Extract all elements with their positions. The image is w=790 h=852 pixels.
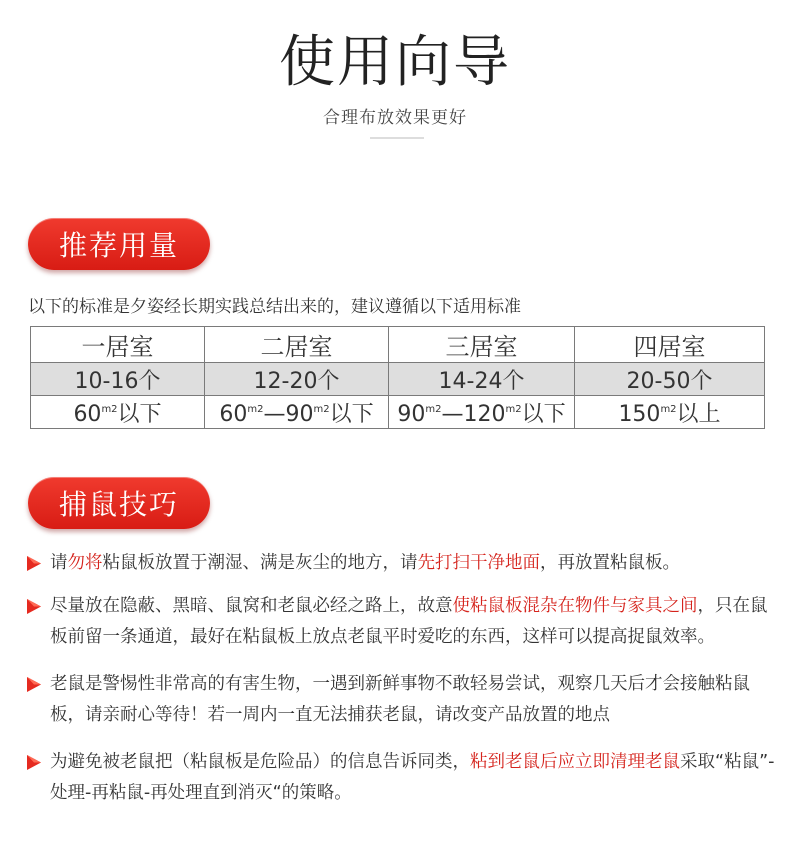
- usage-table: [30, 326, 765, 429]
- tip-text: 粘鼠板放置于潮湿、满是灰尘的地方，请: [102, 553, 418, 573]
- tip-item: [26, 548, 776, 579]
- tip-text: 请: [50, 553, 68, 573]
- tip-item: [26, 669, 776, 731]
- table-cell-area: $90^{m2}—120^{m2}$以下: [389, 396, 575, 429]
- tip-highlight-text: 粘到老鼠后应立即清理老鼠: [470, 752, 680, 772]
- table-row-counts: [31, 363, 765, 396]
- red-play-arrow-icon: [26, 755, 42, 770]
- page-subtitle: 合理布放效果更好: [323, 108, 467, 128]
- table-row-rooms: [31, 327, 765, 363]
- tip-text: 尽量放在隐蔽、黑暗、鼠窝和老鼠必经之路上，故意: [50, 596, 453, 616]
- tip-highlight-text: 使粘鼠板混杂在物件与家具之间: [452, 596, 698, 616]
- table-cell-count: 12-20个: [205, 363, 389, 396]
- tip-highlight-text: 勿将: [67, 553, 103, 573]
- tips-list: [26, 548, 776, 809]
- table-cell-area: $60^{m2}$以下: [31, 396, 205, 429]
- red-play-arrow-icon: [26, 677, 42, 692]
- tip-item: [26, 591, 776, 653]
- red-play-arrow-icon: [26, 599, 42, 614]
- table-cell-room: 四居室: [575, 327, 765, 363]
- tip-highlight-text: 先打扫干净地面: [417, 553, 540, 573]
- table-cell-area: $60^{m2}—90^{m2}$以下: [205, 396, 389, 429]
- table-cell-area: $150^{m2}$以上: [575, 396, 765, 429]
- tip-text: 老鼠是警惕性非常高的有害生物，一遇到新鲜事物不敢轻易尝试，观察几天后才会接触粘鼠板，请亲耐心等待！若一周内一直无法捕获老鼠，请改变产品放置的地点: [50, 674, 750, 725]
- table-cell-room: 二居室: [205, 327, 389, 363]
- red-play-arrow-icon: [26, 556, 42, 571]
- tip-text: 为避免被老鼠把（粘鼠板是危险品）的信息告诉同类，: [50, 752, 470, 772]
- section-badge-catching-tips: [28, 477, 210, 529]
- page-title: 使用向导: [279, 30, 511, 95]
- tip-text: ，再放置粘鼠板。: [540, 553, 680, 573]
- tip-item: [26, 747, 776, 809]
- table-cell-count: 10-16个: [31, 363, 205, 396]
- table-cell-room: 一居室: [31, 327, 205, 363]
- table-cell-count: 14-24个: [389, 363, 575, 396]
- table-cell-count: 20-50个: [575, 363, 765, 396]
- usage-intro-text: 以下的标准是夕姿经长期实践总结出来的，建议遵循以下适用标准: [28, 297, 521, 317]
- section-badge-recommended-usage: [28, 218, 210, 270]
- table-cell-room: 三居室: [389, 327, 575, 363]
- title-divider: [370, 137, 424, 139]
- tip-text: ，只在鼠板前留一条通道，最好在粘鼠板上放点老鼠平时爱吃的东西，这样可以提高捉鼠效率。: [50, 596, 768, 647]
- section-badge-label: 捕鼠技巧: [58, 488, 179, 521]
- table-row-areas: [31, 396, 765, 429]
- section-badge-label: 推荐用量: [58, 229, 179, 262]
- tip-text: 采取“粘鼠”-处理-再粘鼠-再处理直到消灭“的策略。: [50, 752, 775, 803]
